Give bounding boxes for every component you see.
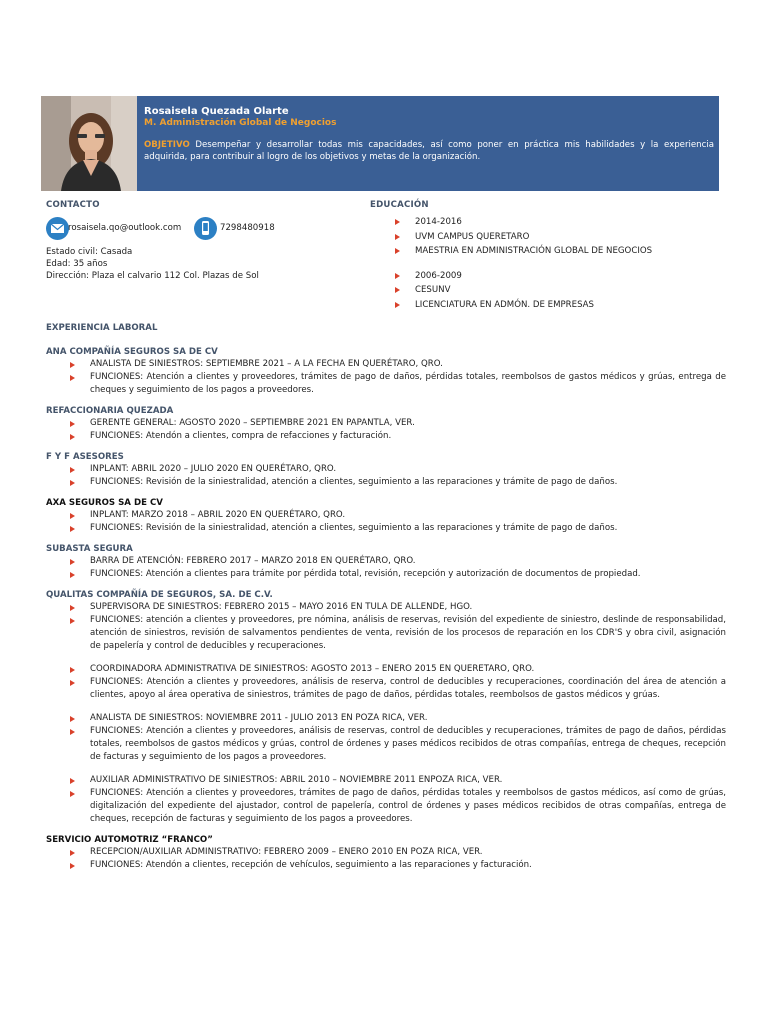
civil-status: Estado civil: Casada — [46, 247, 133, 257]
job-item: RECEPCION/AUXILIAR ADMINISTRATIVO: FEBRERO 2009 – ENERO 2010 EN POZA RICA, VER. — [46, 846, 726, 859]
bullet-arrow-icon — [70, 480, 75, 486]
bullet-arrow-icon — [70, 513, 75, 519]
education-item: 2006-2009 — [370, 269, 730, 284]
bullet-arrow-icon — [70, 467, 75, 473]
education-list — [370, 215, 730, 312]
age: Edad: 35 años — [46, 259, 108, 269]
objective — [144, 140, 714, 163]
experience-section — [46, 322, 726, 880]
bullet-arrow-icon — [70, 716, 75, 722]
contact-row — [46, 217, 376, 241]
bullet-arrow-icon — [395, 219, 400, 225]
job-item: FUNCIONES: atención a clientes y proveedores, pre nómina, análisis de reservas, revisión del expediente de siniestro, deslinde de responsabilidad, atención de siniestros, revisión de salvamentos pendientes de venta, revisión de los procesos de reparación en los CDR'S y obra civil, asignación de papelería y control de deducibles y recuperaciones. — [46, 614, 726, 653]
company-name: F Y F ASESORES — [46, 452, 124, 462]
company-block — [46, 405, 726, 443]
profile-photo-art — [41, 96, 137, 191]
company-block — [46, 451, 726, 489]
company-name: REFACCIONARIA QUEZADA — [46, 406, 174, 416]
email-link[interactable]: rosaisela.qo@outlook.com — [68, 223, 182, 233]
company-block — [46, 543, 726, 581]
job-item: FUNCIONES: Atención a clientes y proveedores, trámites de pago de daños, pérdidas totales, reembolsos de gastos médicos y grúas, entrega de cheques y seguimiento de los pagos a proveedores. — [46, 371, 726, 397]
job-item: FUNCIONES: Atendón a clientes, compra de refacciones y facturación. — [46, 430, 726, 443]
company-name: AXA SEGUROS SA DE CV — [46, 498, 163, 508]
bullet-arrow-icon — [395, 273, 400, 279]
job-item: FUNCIONES: Revisión de la siniestralidad, atención a clientes, seguimiento a las reparaciones y trámite de pago de daños. — [46, 476, 726, 489]
education-heading: EDUCACIÓN — [370, 200, 429, 210]
spacer — [370, 259, 730, 269]
header-band — [41, 96, 719, 191]
bullet-arrow-icon — [70, 434, 75, 440]
company-name: ANA COMPAÑÍA SEGUROS SA DE CV — [46, 347, 218, 357]
job-item: FUNCIONES: Atención a clientes y proveedores, análisis de reserva, control de deducibles y recuperaciones, coordinación del área de atención a clientes, apoyo al área operativa de siniestros, trámites de pago de daños, pérdidas totales, reembolsos de gastos médicos y grúas. — [46, 676, 726, 702]
job-item: INPLANT: ABRIL 2020 – JULIO 2020 EN QUERÉTARO, QRO. — [46, 463, 726, 476]
bullet-arrow-icon — [70, 559, 75, 565]
phone-number: 7298480918 — [220, 223, 275, 233]
bullet-arrow-icon — [70, 362, 75, 368]
person-title: M. Administración Global de Negocios — [144, 118, 337, 128]
job-item: ANALISTA DE SINIESTROS: SEPTIEMBRE 2021 – A LA FECHA EN QUERÉTARO, QRO. — [46, 358, 726, 371]
experience-heading: EXPERIENCIA LABORAL — [46, 323, 158, 333]
company-block — [46, 497, 726, 535]
bullet-arrow-icon — [70, 850, 75, 856]
job-item: ANALISTA DE SINIESTROS: NOVIEMBRE 2011 - JULIO 2013 EN POZA RICA, VER. — [46, 712, 726, 725]
bullet-arrow-icon — [70, 618, 75, 624]
bullet-arrow-icon — [70, 680, 75, 686]
education-item: 2014-2016 — [370, 215, 730, 230]
profile-photo — [41, 96, 137, 191]
job-item: FUNCIONES: Revisión de la siniestralidad, atención a clientes, seguimiento a las reparaciones y trámite de pago de daños. — [46, 522, 726, 535]
email-icon — [46, 217, 69, 240]
company-block — [46, 346, 726, 397]
company-name: SUBASTA SEGURA — [46, 544, 133, 554]
bullet-arrow-icon — [70, 863, 75, 869]
job-item: FUNCIONES: Atención a clientes para trámite por pérdida total, revisión, recepción y autorización de documentos de propiedad. — [46, 568, 726, 581]
bullet-arrow-icon — [70, 526, 75, 532]
education-item: LICENCIATURA EN ADMÓN. DE EMPRESAS — [370, 298, 730, 313]
bullet-arrow-icon — [70, 667, 75, 673]
education-item: CESUNV — [370, 283, 730, 298]
address: Dirección: Plaza el calvario 112 Col. Plazas de Sol — [46, 271, 259, 281]
bullet-arrow-icon — [70, 572, 75, 578]
job-item: BARRA DE ATENCIÓN: FEBRERO 2017 – MARZO 2018 EN QUERÉTARO, QRO. — [46, 555, 726, 568]
job-item: GERENTE GENERAL: AGOSTO 2020 – SEPTIEMBRE 2021 EN PAPANTLA, VER. — [46, 417, 726, 430]
bullet-arrow-icon — [70, 778, 75, 784]
company-name: SERVICIO AUTOMOTRIZ “FRANCO” — [46, 835, 213, 845]
bullet-arrow-icon — [70, 605, 75, 611]
education-item: UVM CAMPUS QUERETARO — [370, 230, 730, 245]
bullet-arrow-icon — [395, 302, 400, 308]
header-text — [144, 106, 714, 163]
bullet-arrow-icon — [395, 248, 400, 254]
bullet-arrow-icon — [70, 729, 75, 735]
company-block — [46, 834, 726, 872]
bullet-arrow-icon — [70, 791, 75, 797]
bullet-arrow-icon — [70, 375, 75, 381]
job-item: FUNCIONES: Atención a clientes y proveedores, trámites de pago de daños, pérdidas totales y reembolsos de gastos médicos, así como de grúas, digitalización del expediente del ajustador, control de papelería, control de órdenes y pases médicos recibidos de otras compañías, entrega de cheques, recepción de facturas y seguimiento de los pagos a proveedores. — [46, 787, 726, 826]
objective-label: OBJETIVO — [144, 140, 190, 150]
job-item: SUPERVISORA DE SINIESTROS: FEBRERO 2015 – MAYO 2016 EN TULA DE ALLENDE, HGO. — [46, 601, 726, 614]
job-item: AUXILIAR ADMINISTRATIVO DE SINIESTROS: ABRIL 2010 – NOVIEMBRE 2011 ENPOZA RICA, VER. — [46, 774, 726, 787]
company-block — [46, 589, 726, 826]
bullet-arrow-icon — [395, 287, 400, 293]
job-item: FUNCIONES: Atención a clientes y proveedores, análisis de reservas, control de deducibles y recuperaciones, trámites de pago de daños, pérdidas totales, reembolsos de gastos médicos y grúas, control de órdenes y pases médicos recibidos de otras compañías, entrega de cheques, recepción de facturas y seguimiento de los pagos a proveedores. — [46, 725, 726, 764]
bullet-arrow-icon — [395, 234, 400, 240]
job-item: COORDINADORA ADMINISTRATIVA DE SINIESTROS: AGOSTO 2013 – ENERO 2015 EN QUERETARO, QRO. — [46, 663, 726, 676]
education-item: MAESTRIA EN ADMINISTRACIÓN GLOBAL DE NEGOCIOS — [370, 244, 730, 259]
person-name: Rosaisela Quezada Olarte — [144, 106, 289, 117]
contact-heading: CONTACTO — [46, 200, 100, 210]
bullet-arrow-icon — [70, 421, 75, 427]
job-item: FUNCIONES: Atendón a clientes, recepción de vehículos, seguimiento a las reparaciones y facturación. — [46, 859, 726, 872]
objective-text: Desempeñar y desarrollar todas mis capacidades, así como poner en práctica mis habilidades y la experiencia adquirida, para contribuir al logro de los objetivos y metas de la organización. — [144, 140, 714, 162]
phone-icon — [194, 217, 217, 240]
company-name: QUALITAS COMPAÑÍA DE SEGUROS, SA. DE C.V. — [46, 590, 273, 600]
job-item: INPLANT: MARZO 2018 – ABRIL 2020 EN QUERÉTARO, QRO. — [46, 509, 726, 522]
